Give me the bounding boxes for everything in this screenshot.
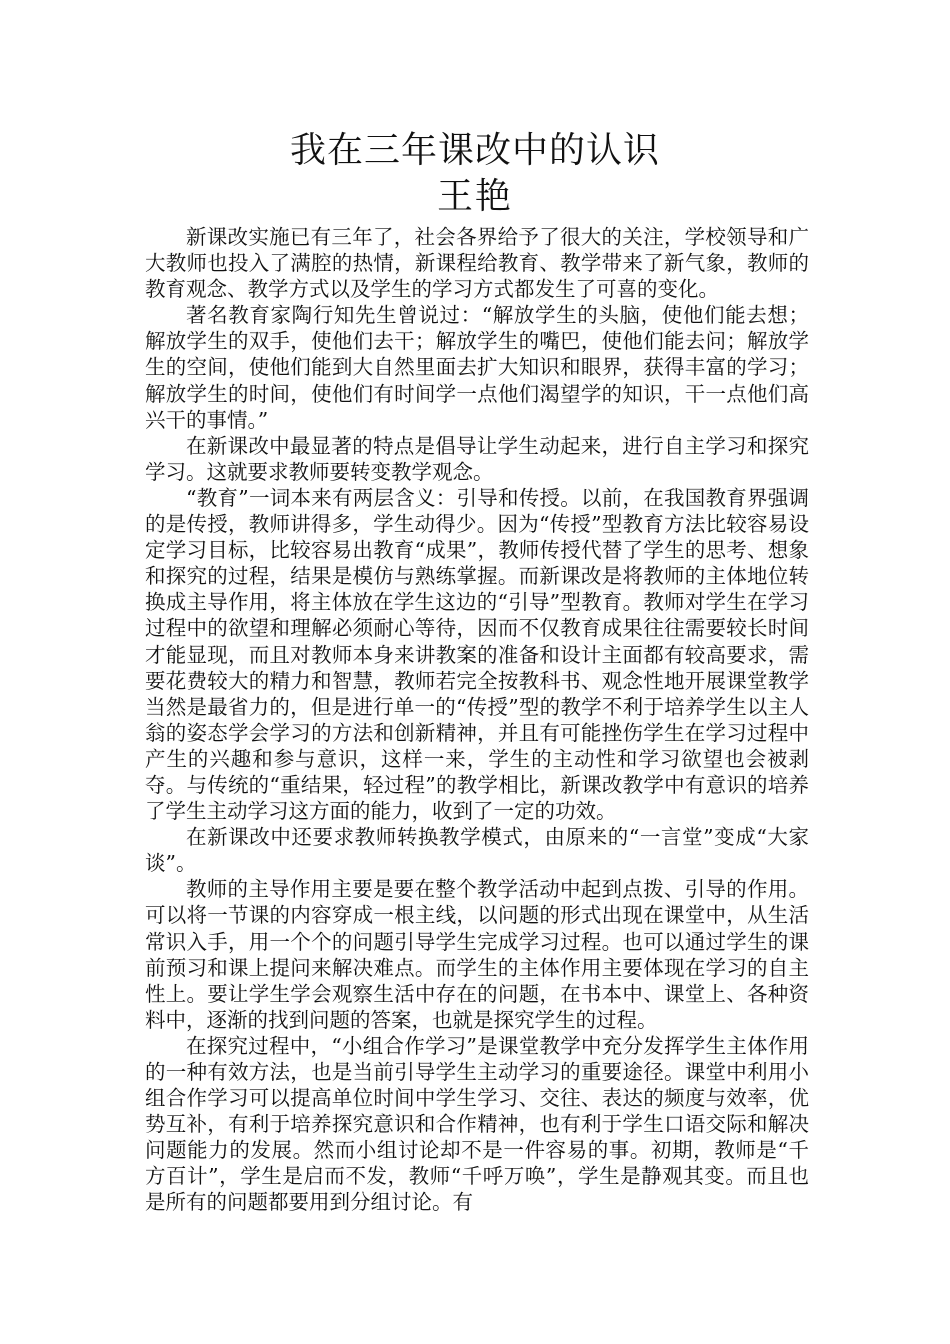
paragraph: 在新课改中最显著的特点是倡导让学生动起来，进行自主学习和探究学习。这就要求教师要转变教学观念。	[145, 433, 809, 484]
paragraph: 著名教育家陶行知先生曾说过：“解放学生的头脑，使他们能去想；解放学生的双手，使他们去干；解放学生的嘴巴，使他们能去问；解放学生的空间，使他们能到大自然里面去扩大知识和眼界，获得丰富的学习；解放学生的时间，使他们有时间学一点他们渴望学的知识，干一点他们高兴干的事情。”	[145, 303, 809, 432]
paragraph: 在新课改中还要求教师转换教学模式，由原来的“一言堂”变成“大家谈”。	[145, 825, 809, 876]
document-body	[145, 224, 809, 1216]
author-name: 王艳	[436, 176, 513, 217]
paragraph: 在探究过程中，“小组合作学习”是课堂教学中充分发挥学生主体作用的一种有效方法，也是当前引导学生主动学习的重要途径。课堂中利用小组合作学习可以提高单位时间中学生学习、交往、表达的频度与效率，优势互补，有利于培养探究意识和合作精神，也有利于学生口语交际和解决问题能力的发展。然而小组讨论却不是一件容易的事。初期，教师是“千方百计”，学生是启而不发，教师“千呼万唤”，学生是静观其变。而且也是所有的问题都要用到分组讨论。有	[145, 1033, 809, 1215]
paragraph: 教师的主导作用主要是要在整个教学活动中起到点拨、引导的作用。可以将一节课的内容穿成一根主线，以问题的形式出现在课堂中，从生活常识入手，用一个个的问题引导学生完成学习过程。也可以通过学生的课前预习和课上提问来解决难点。而学生的主体作用主要体现在学习的自主性上。要让学生学会观察生活中存在的问题，在书本中、课堂上、各种资料中，逐渐的找到问题的答案，也就是探究学生的过程。	[145, 877, 809, 1032]
document-title: 我在三年课改中的认识	[289, 130, 660, 171]
paragraph: “教育”一词本来有两层含义：引导和传授。以前，在我国教育界强调的是传授，教师讲得多，学生动得少。因为“传授”型教育方法比较容易设定学习目标，比较容易出教育“成果”，教师传授代替了学生的思考、想象和探究的过程，结果是模仿与熟练掌握。而新课改是将教师的主体地位转换成主导作用，将主体放在学生这边的“引导”型教育。教师对学生在学习过程中的欲望和理解必须耐心等待，因而不仅教育成果往往需要较长时间才能显现，而且对教师本身来讲教案的准备和设计主面都有较高要求，需要花费较大的精力和智慧，教师若完全按教科书、观念性地开展课堂教学当然是最省力的，但是进行单一的“传授”型的教学不利于培养学生以主人翁的姿态学会学习的方法和创新精神，并且有可能挫伤学生在学习过程中产生的兴趣和参与意识，这样一来，学生的主动性和学习欲望也会被剥夺。与传统的“重结果，轻过程”的教学相比，新课改教学中有意识的培养了学生主动学习这方面的能力，收到了一定的功效。	[145, 485, 809, 824]
paragraph: 新课改实施已有三年了，社会各界给予了很大的关注，学校领导和广大教师也投入了满腔的热情，新课程给教育、教学带来了新气象，教师的教育观念、教学方式以及学生的学习方式都发生了可喜的变化。	[145, 225, 809, 302]
